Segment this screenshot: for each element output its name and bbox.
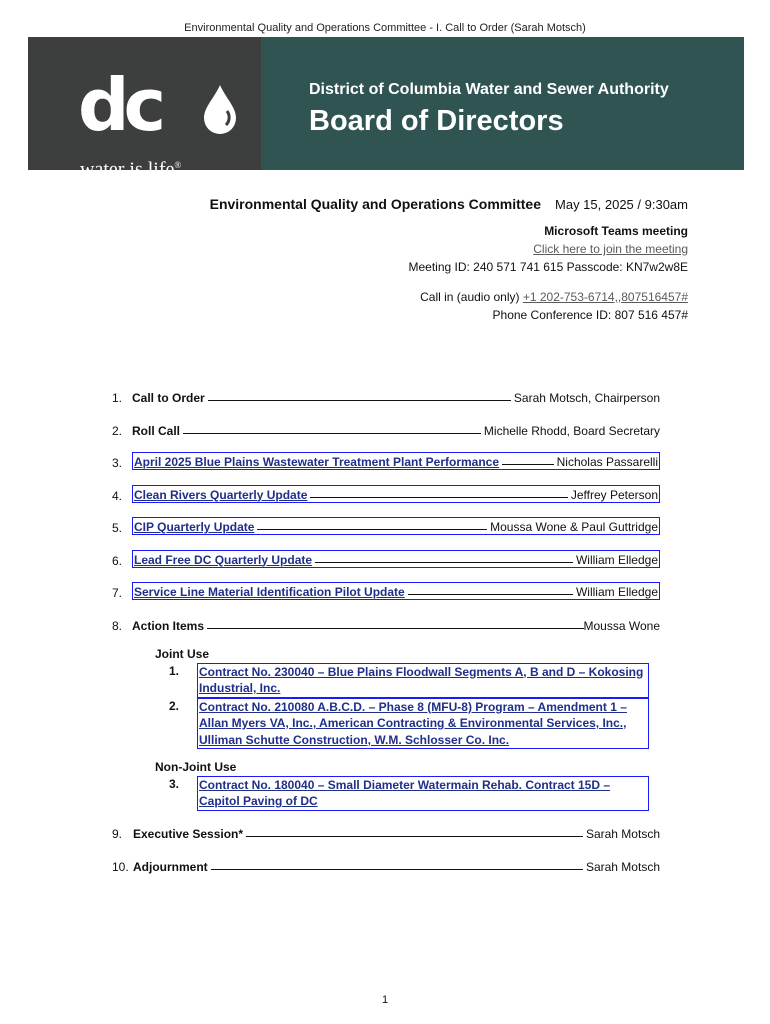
contract-item: 2. Contract No. 210080 A.B.C.D. – Phase 8 (MFU-8) Program – Amendment 1 – Allan Myers VA, Inc., American Contracting & Environmental Services, Inc., Ulliman Schutte Construction, W.M. Schlosser Co. Inc. [169,698,649,750]
non-joint-use-section [155,759,649,811]
agenda-item-cip: 5. CIP Quarterly Update Moussa Wone & Paul Guttridge [112,517,660,535]
agenda-item-action-items: 8. Action Items Moussa Wone [112,618,660,633]
non-joint-use-heading: Non-Joint Use [155,760,237,774]
agenda-list-continued [112,823,660,888]
agenda-item-blue-plains: 3. April 2025 Blue Plains Wastewater Treatment Plant Performance Nicholas Passarelli [112,452,660,470]
meeting-date: May 15, 2025 / 9:30am [555,197,688,212]
call-in-number-link[interactable]: +1 202-753-6714,,807516457# [522,290,688,304]
page-number: 1 [381,994,389,1006]
contract-230040-link[interactable]: Contract No. 230040 – Blue Plains Floodwall Segments A, B and D – Kokosing Industrial, Inc. [197,663,649,698]
meeting-id: Meeting ID: 240 571 741 615 Passcode: KN7w2w8E [408,260,688,274]
agenda-item-adjournment: 10. Adjournment Sarah Motsch [112,859,660,874]
contract-210080-link[interactable]: Contract No. 210080 A.B.C.D. – Phase 8 (MFU-8) Program – Amendment 1 – Allan Myers VA, Inc., American Contracting & Environmental Services, Inc., Ulliman Schutte Construction, W.M. Schlosser Co. Inc. [197,698,649,750]
contract-180040-link[interactable]: Contract No. 180040 – Small Diameter Watermain Rehab. Contract 15D – Capitol Paving of DC [197,776,649,811]
dc-water-logo [28,37,261,181]
contract-item: 1. Contract No. 230040 – Blue Plains Floodwall Segments A, B and D – Kokosing Industrial, Inc. [169,663,649,698]
header-banner [28,37,744,181]
logo-letters: dc [78,63,161,147]
page-title: Board of Directors [309,105,564,137]
logo-tagline: water is life® [80,158,182,181]
committee-name: Environmental Quality and Operations Committee [209,196,542,212]
title-panel [261,37,744,170]
conference-id: Phone Conference ID: 807 516 457# [492,308,688,322]
join-meeting-link[interactable]: Click here to join the meeting [533,242,688,256]
blue-plains-link[interactable]: April 2025 Blue Plains Wastewater Treatment Plant Performance Nicholas Passarelli [132,452,660,470]
lead-free-link[interactable]: Lead Free DC Quarterly Update William Elledge [132,550,660,568]
service-line-link[interactable]: Service Line Material Identification Pilot Update William Elledge [132,582,660,600]
running-header: Environmental Quality and Operations Committee - I. Call to Order (Sarah Motsch) [184,22,586,34]
cip-link[interactable]: CIP Quarterly Update Moussa Wone & Paul Guttridge [132,517,660,535]
joint-use-section [155,646,649,749]
call-in-line: Call in (audio only) +1 202-753-6714,,807516457# [420,290,688,304]
agenda-item-clean-rivers: 4. Clean Rivers Quarterly Update Jeffrey Peterson [112,485,660,503]
agenda-item-executive-session: 9. Executive Session* Sarah Motsch [112,827,660,841]
teams-heading: Microsoft Teams meeting [544,224,688,238]
contract-item: 3. Contract No. 180040 – Small Diameter Watermain Rehab. Contract 15D – Capitol Paving of DC [169,776,649,811]
agenda-item-service-line: 7. Service Line Material Identification Pilot Update William Elledge [112,582,660,600]
organization-name: District of Columbia Water and Sewer Authority [309,81,669,98]
meeting-info [88,195,688,324]
agenda-item-lead-free: 6. Lead Free DC Quarterly Update William Elledge [112,550,660,568]
water-drop-icon [201,83,239,135]
agenda-list [112,387,660,647]
clean-rivers-link[interactable]: Clean Rivers Quarterly Update Jeffrey Peterson [132,485,660,503]
joint-use-heading: Joint Use [155,647,210,661]
agenda-item-call-to-order: 1. Call to Order Sarah Motsch, Chairperson [112,391,660,405]
agenda-item-roll-call: 2. Roll Call Michelle Rhodd, Board Secretary [112,423,660,438]
